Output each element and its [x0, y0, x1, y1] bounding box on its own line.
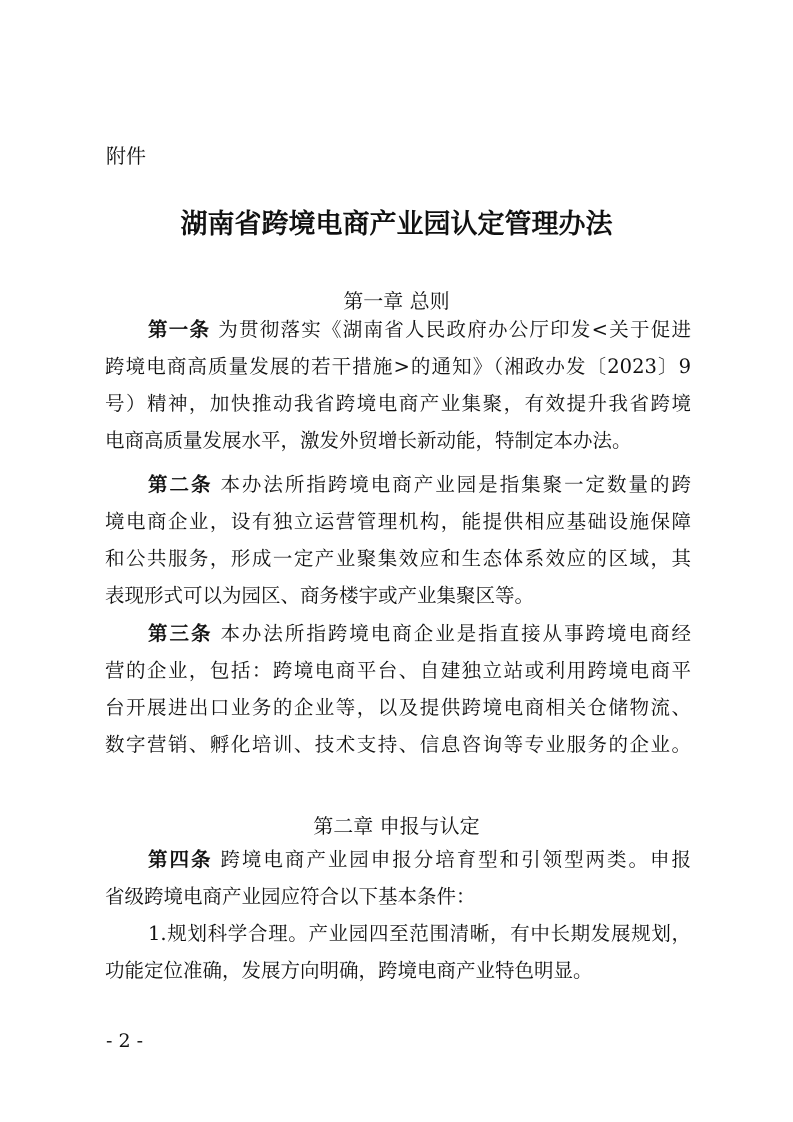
article-2-line-4: 表现形式可以为园区、商务楼宇或产业集聚区等。 [105, 584, 535, 607]
article-1-line-2: 跨境电商高质量发展的若干措施>的通知》（湘政办发〔2023〕9 [105, 355, 691, 378]
article-1-label: 第一条 [148, 318, 211, 341]
article-3-label: 第三条 [148, 622, 213, 645]
article-3-line-4: 数字营销、孵化培训、技术支持、信息咨询等专业服务的企业。 [105, 733, 691, 756]
article-1-text: 为贯彻落实《湖南省人民政府办公厅印发<关于促进 [218, 318, 691, 341]
page-number: - 2 - [106, 1030, 144, 1052]
chapter-1-heading: 第一章 总则 [343, 289, 450, 313]
article-2-line-2: 境电商企业，设有独立运营管理机构，能提供相应基础设施保障 [105, 510, 691, 533]
article-3-line-3: 台开展进出口业务的企业等，以及提供跨境电商相关仓储物流、 [105, 696, 691, 719]
article-2-line-1 [148, 473, 691, 497]
condition-1-line-2: 功能定位准确，发展方向明确，跨境电商产业特色明显。 [105, 959, 593, 982]
article-4-label: 第四条 [148, 848, 213, 871]
document-title: 湖南省跨境电商产业园认定管理办法 [180, 209, 613, 240]
article-3-text: 本办法所指跨境电商企业是指直接从事跨境电商经 [220, 622, 691, 645]
article-1-line-4: 电商高质量发展水平，激发外贸增长新动能，特制定本办法。 [105, 429, 632, 452]
article-1-line-1 [148, 318, 691, 342]
article-4-text: 跨境电商产业园申报分培育型和引领型两类。申报 [220, 848, 691, 871]
article-2-line-3: 和公共服务，形成一定产业聚集效应和生态体系效应的区域，其 [105, 547, 691, 570]
article-3-line-1 [148, 622, 691, 646]
attachment-label: 附件 [106, 144, 146, 168]
chapter-2-heading: 第二章 申报与认定 [313, 814, 480, 838]
article-1-line-3: 号）精神，加快推动我省跨境电商产业集聚，有效提升我省跨境 [105, 392, 691, 415]
article-4-line-1 [148, 848, 691, 872]
condition-1-line-1: 1.规划科学合理。产业园四至范围清晰，有中长期发展规划， [148, 922, 691, 945]
article-4-line-2: 省级跨境电商产业园应符合以下基本条件： [105, 885, 476, 908]
article-3-line-2: 营的企业，包括：跨境电商平台、自建独立站或利用跨境电商平 [105, 659, 691, 682]
article-2-label: 第二条 [148, 473, 213, 496]
article-2-text: 本办法所指跨境电商产业园是指集聚一定数量的跨 [220, 473, 691, 496]
